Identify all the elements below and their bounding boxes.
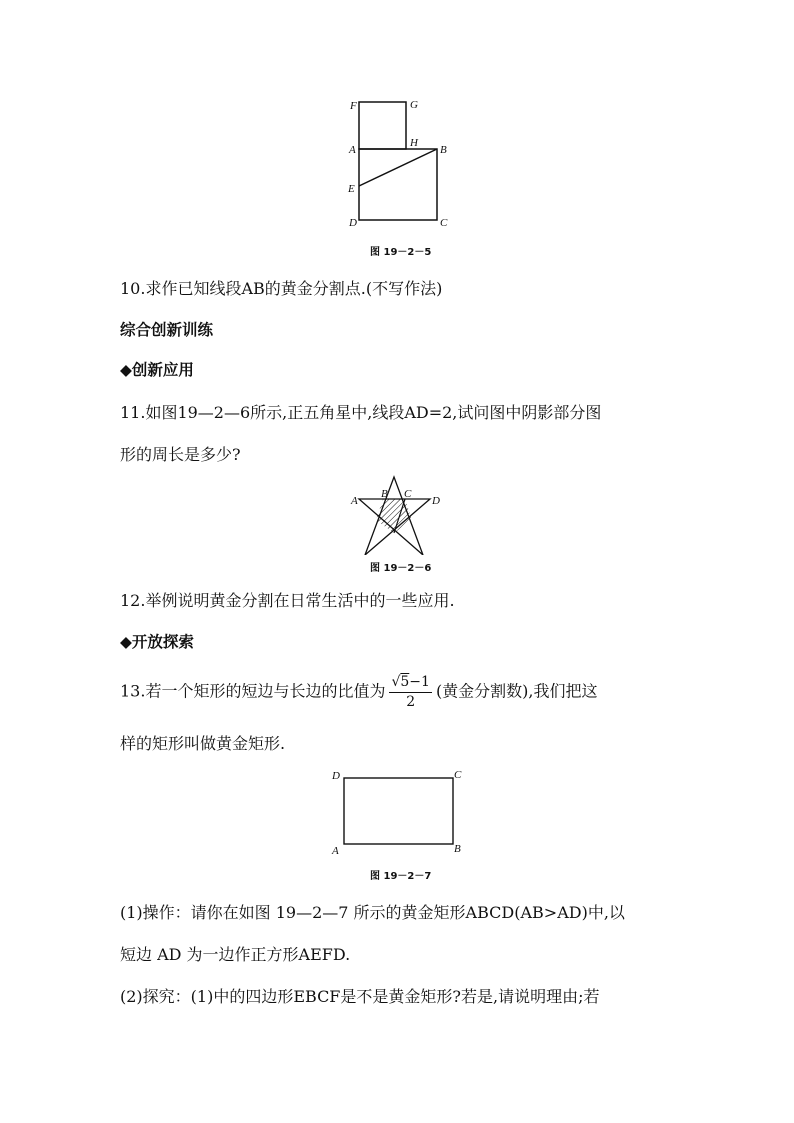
section-title: 综合创新训练: [120, 321, 214, 339]
question-13-suffix: (黄金分割数),我们把这: [435, 681, 598, 701]
question-13-prefix: 13.若一个矩形的短边与长边的比值为: [120, 681, 386, 701]
label-F: F: [350, 100, 357, 112]
label-C: C: [404, 488, 412, 500]
question-10: 10.求作已知线段AB的黄金分割点.(不写作法): [120, 279, 443, 298]
question-11-line2: 形的周长是多少?: [120, 445, 241, 464]
label-B: B: [440, 144, 447, 156]
part-1-line2: 短边 AD 为一边作正方形AEFD.: [120, 945, 351, 964]
numerator-rest: −1: [409, 674, 430, 690]
label-E: E: [348, 183, 355, 195]
label-B: B: [381, 488, 388, 500]
segment-EB: [359, 149, 437, 186]
question-13-line1: [120, 673, 598, 711]
label-A: A: [349, 144, 356, 156]
subsection-open-exploration: ◆开放探索: [120, 633, 194, 651]
label-H: H: [410, 137, 418, 149]
golden-rectangle: [344, 778, 453, 844]
part-2-line1: (2)探究：(1)中的四边形EBCF是不是黄金矩形?若是,请说明理由;若: [120, 987, 600, 1006]
label-D: D: [349, 217, 357, 229]
figure-caption: 图 19－2－5: [370, 247, 432, 258]
label-D: D: [432, 495, 440, 507]
subsection-innovation: ◆创新应用: [120, 361, 194, 379]
figure-caption: 图 19－2－6: [370, 563, 432, 574]
denominator: 2: [406, 694, 416, 710]
label-A: A: [332, 845, 339, 857]
figure-19-2-5: [330, 92, 470, 232]
label-A: A: [351, 495, 358, 507]
shaded-region: [376, 499, 412, 533]
square-ABCD: [359, 149, 437, 220]
label-C: C: [454, 769, 462, 781]
golden-ratio-fraction: $\frac{√5-1}{2}$: [391, 674, 430, 710]
radicand: 5: [400, 674, 410, 690]
figure-caption: 图 19－2－7: [370, 871, 432, 882]
square-AFGH: [359, 102, 406, 149]
label-D: D: [332, 770, 340, 782]
label-C: C: [440, 217, 448, 229]
part-1-line1: (1)操作：请你在如图 19—2—7 所示的黄金矩形ABCD(AB>AD)中,以: [120, 903, 625, 922]
question-11-line1: 11.如图19—2—6所示,正五角星中,线段AD=2,试问图中阴影部分图: [120, 403, 602, 422]
figure-19-2-6: [345, 475, 450, 555]
label-G: G: [410, 99, 418, 111]
question-13-line2: 样的矩形叫做黄金矩形.: [120, 734, 286, 753]
figure-19-2-7: [325, 765, 470, 857]
question-12: 12.举例说明黄金分割在日常生活中的一些应用.: [120, 591, 455, 610]
label-B: B: [454, 843, 461, 855]
